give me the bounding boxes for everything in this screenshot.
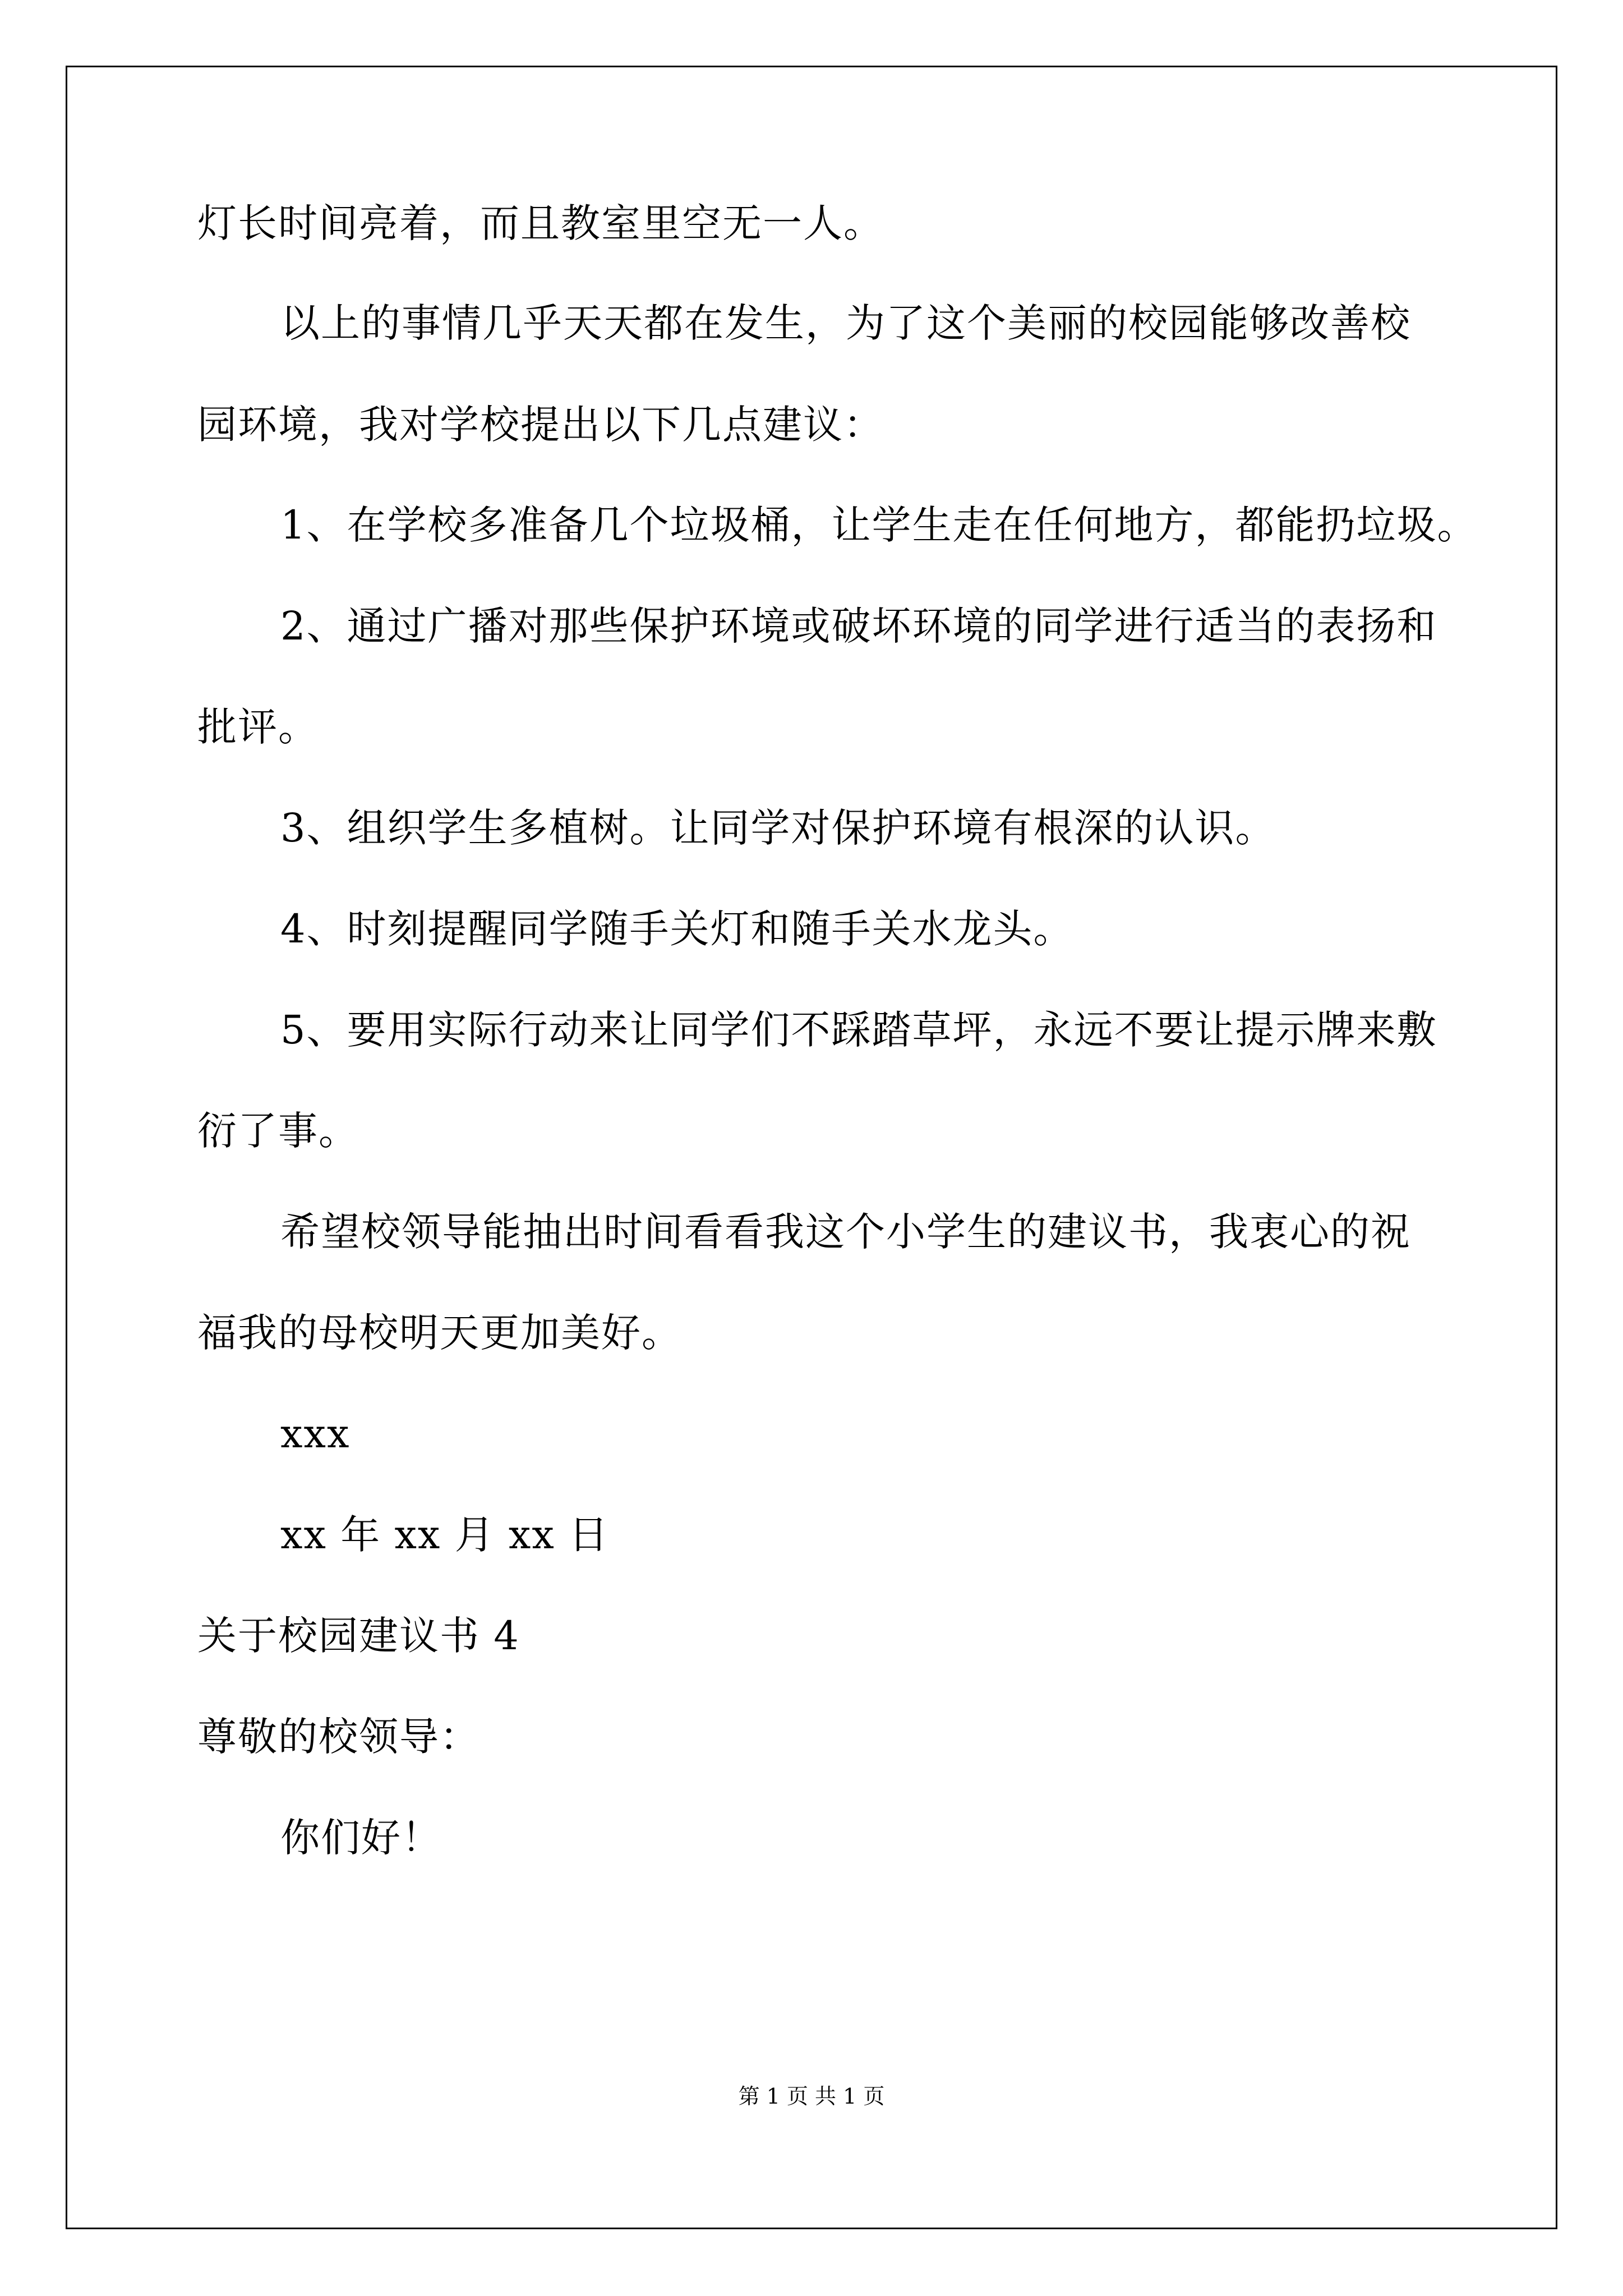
text-line: 批评。	[197, 704, 319, 750]
text-line: 3、组织学生多植树。让同学对保护环境有根深的认识。	[280, 805, 1276, 851]
text-line: 衍了事。	[197, 1108, 359, 1154]
text-line: 以上的事情几乎天天都在发生，为了这个美丽的校园能够改善校	[280, 300, 1411, 346]
text-line: 园环境，我对学校提出以下几点建议：	[197, 402, 884, 448]
section-title: 关于校园建议书 4	[197, 1613, 520, 1659]
text-line: 2、通过广播对那些保护环境或破坏环境的同学进行适当的表扬和	[280, 603, 1437, 649]
page-footer: 第 1 页 共 1 页	[738, 2084, 885, 2109]
text-line: 1、在学校多准备几个垃圾桶，让学生走在任何地方，都能扔垃圾。	[280, 502, 1478, 548]
text-line: 希望校领导能抽出时间看看我这个小学生的建议书，我衷心的祝	[280, 1209, 1411, 1255]
signature: xxx	[280, 1411, 351, 1457]
salutation: 尊敬的校领导：	[197, 1714, 480, 1760]
date-line: xx 年 xx 月 xx 日	[280, 1512, 610, 1558]
greeting: 你们好！	[280, 1815, 442, 1861]
text-line: 福我的母校明天更加美好。	[197, 1310, 682, 1356]
text-line: 灯长时间亮着，而且教室里空无一人。	[197, 200, 884, 246]
text-line: 5、要用实际行动来让同学们不踩踏草坪，永远不要让提示牌来敷	[280, 1007, 1437, 1053]
text-line: 4、时刻提醒同学随手关灯和随手关水龙头。	[280, 906, 1074, 952]
